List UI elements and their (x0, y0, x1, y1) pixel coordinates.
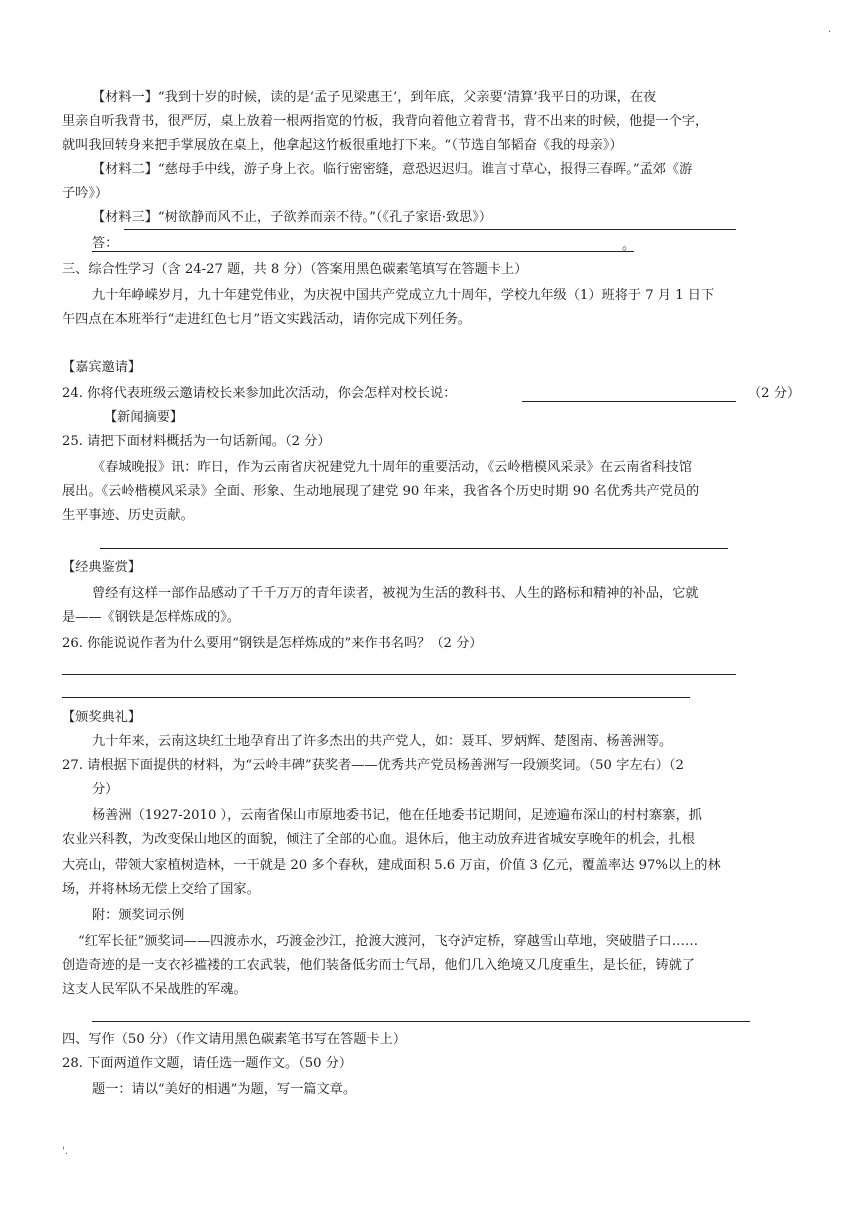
q27-example-line-1: “红军长征”颁奖词——四渡赤水，巧渡金沙江，抢渡大渡河，飞夺泸定桥，穿越雪山草地，突破腊子口…… (78, 934, 699, 949)
q27-text-line-2: 分） (92, 782, 119, 797)
q28-topic-1: 题一：请以“美好的相遇”为题，写一篇文章。 (92, 1082, 357, 1097)
section-3-intro-line-1: 九十年峥嵘岁月，九十年建党伟业，为庆祝中国共产党成立九十周年，学校九年级（1）班将于 7 月 1 日下 (92, 288, 715, 303)
q24-text: 24. 你将代表班级云邀请校长来参加此次活动，你会怎样对校长说： (62, 386, 457, 401)
q24-score: （2 分） (748, 386, 801, 401)
q25-tag: 【新闻摘要】 (104, 410, 184, 425)
q27-tag: 【颁奖典礼】 (62, 710, 142, 725)
q25-answer-line[interactable] (100, 548, 728, 549)
material-1-line-3: 就叫我回转身来把手掌展放在桌上，他拿起这竹板很重地打下来。“（节选自邹韬奋《我的母亲》） (62, 138, 623, 153)
q25-text: 25. 请把下面材料概括为一句话新闻。（2 分） (62, 434, 331, 449)
q26-passage-line-1: 曾经有这样一部作品感动了千千万万的青年读者，被视为生活的教科书、人生的路标和精神的补品，它就 (92, 586, 699, 601)
answer-line-1[interactable] (124, 229, 736, 230)
material-1-line-1: 【材料一】“我到十岁的时候，读的是‘孟子见梁惠王’，到年底，父亲要‘清算’我平日的功课，在夜 (92, 90, 657, 105)
q27-passage-line-4: 场，并将林场无偿上交给了国家。 (62, 882, 260, 897)
q27-passage-line-3: 大亮山，带领大家植树造林，一干就是 20 多个春秋，建成面积 5.6 万亩，价值 3 亿元，覆盖率达 97%以上的林 (62, 858, 721, 873)
q26-answer-line-1[interactable] (62, 674, 736, 675)
material-3: 【材料三】“树欲静而风不止，子欲养而亲不待。”（《孔子家语·致思》） (92, 210, 493, 225)
section-4-heading: 四、写作（50 分）（作文请用黑色碳素笔书写在答题卡上） (62, 1032, 407, 1047)
q26-text: 26. 你能说说作者为什么要用“钢铁是怎样炼成的”来作书名吗？（2 分） (62, 636, 483, 651)
top-right-mark: . (828, 24, 832, 35)
answer-end-mark: 。 (622, 238, 636, 253)
q25-passage-line-3: 生平事迹、历史贡献。 (62, 508, 194, 523)
q25-passage-line-1: 《春城晚报》讯：昨日，作为云南省庆祝建党九十周年的重要活动，《云岭楷模风采录》在云南省科技馆 (92, 460, 693, 475)
q25-passage-line-2: 展出。《云岭楷模风采录》全面、形象、生动地展现了建党 90 年来，我省各个历史时期 90 名优秀共产党员的 (62, 484, 700, 499)
material-2-line-2: 子吟》） (62, 186, 109, 201)
answer-label: 答： (92, 236, 119, 251)
q26-tag: 【经典鉴赏】 (62, 560, 142, 575)
q27-text-line-1: 27. 请根据下面提供的材料，为“云岭丰碑”获奖者——优秀共产党员杨善洲写一段颁奖词。（50 字左右）（2 (62, 758, 684, 773)
q27-passage-line-1: 杨善洲（1927-2010 ），云南省保山市原地委书记，他在任地委书记期间，足迹遍布深山的村村寨寨，抓 (92, 808, 702, 823)
q24-tag: 【嘉宾邀请】 (62, 360, 142, 375)
material-1-line-2: 里亲自听我背书，很严厉，桌上放着一根两指宽的竹板，我背向着他立着背书，背不出来的时候，他提一个字， (62, 114, 709, 129)
q27-passage-line-2: 农业兴科教，为改变保山地区的面貌，倾注了全部的心血。退休后，他主动放弃进省城安享晚年的机会，扎根 (62, 832, 695, 847)
q28-text: 28. 下面两道作文题，请任选一题作文。（50 分） (62, 1056, 353, 1071)
section-3-heading: 三、综合性学习（含 24-27 题，共 8 分）（答案用黑色碳素笔填写在答题卡上） (62, 262, 528, 277)
q26-passage-line-2: 是——《钢铁是怎样炼成的》。 (62, 610, 241, 625)
q26-answer-line-2[interactable] (62, 697, 690, 698)
bottom-left-mark: '. (62, 1146, 68, 1157)
q27-intro: 九十年来，云南这块红土地孕育出了许多杰出的共产党人，如：聂耳、罗炳辉、楚图南、杨善洲等。 (92, 734, 673, 749)
q27-appendix: 附：颁奖词示例 (92, 908, 185, 923)
section-3-intro-line-2: 午四点在本班举行“走进红色七月”语文实践活动，请你完成下列任务。 (62, 312, 472, 327)
q27-example-line-2: 创造奇迹的是一支衣衫褴褛的工农武装，他们装备低劣而士气昂，他们几入绝境又几度重生，是长征，铸就了 (62, 958, 695, 973)
q24-answer-line[interactable] (522, 401, 736, 402)
q27-example-line-3: 这支人民军队不呆战胜的军魂。 (62, 982, 247, 997)
material-2-line-1: 【材料二】“慈母手中线，游子身上衣。临行密密缝，意恐迟迟归。谁言寸草心，报得三春晖。”孟郊《游 (92, 162, 693, 177)
answer-line-2[interactable] (92, 251, 634, 252)
q27-answer-line[interactable] (92, 1021, 750, 1022)
